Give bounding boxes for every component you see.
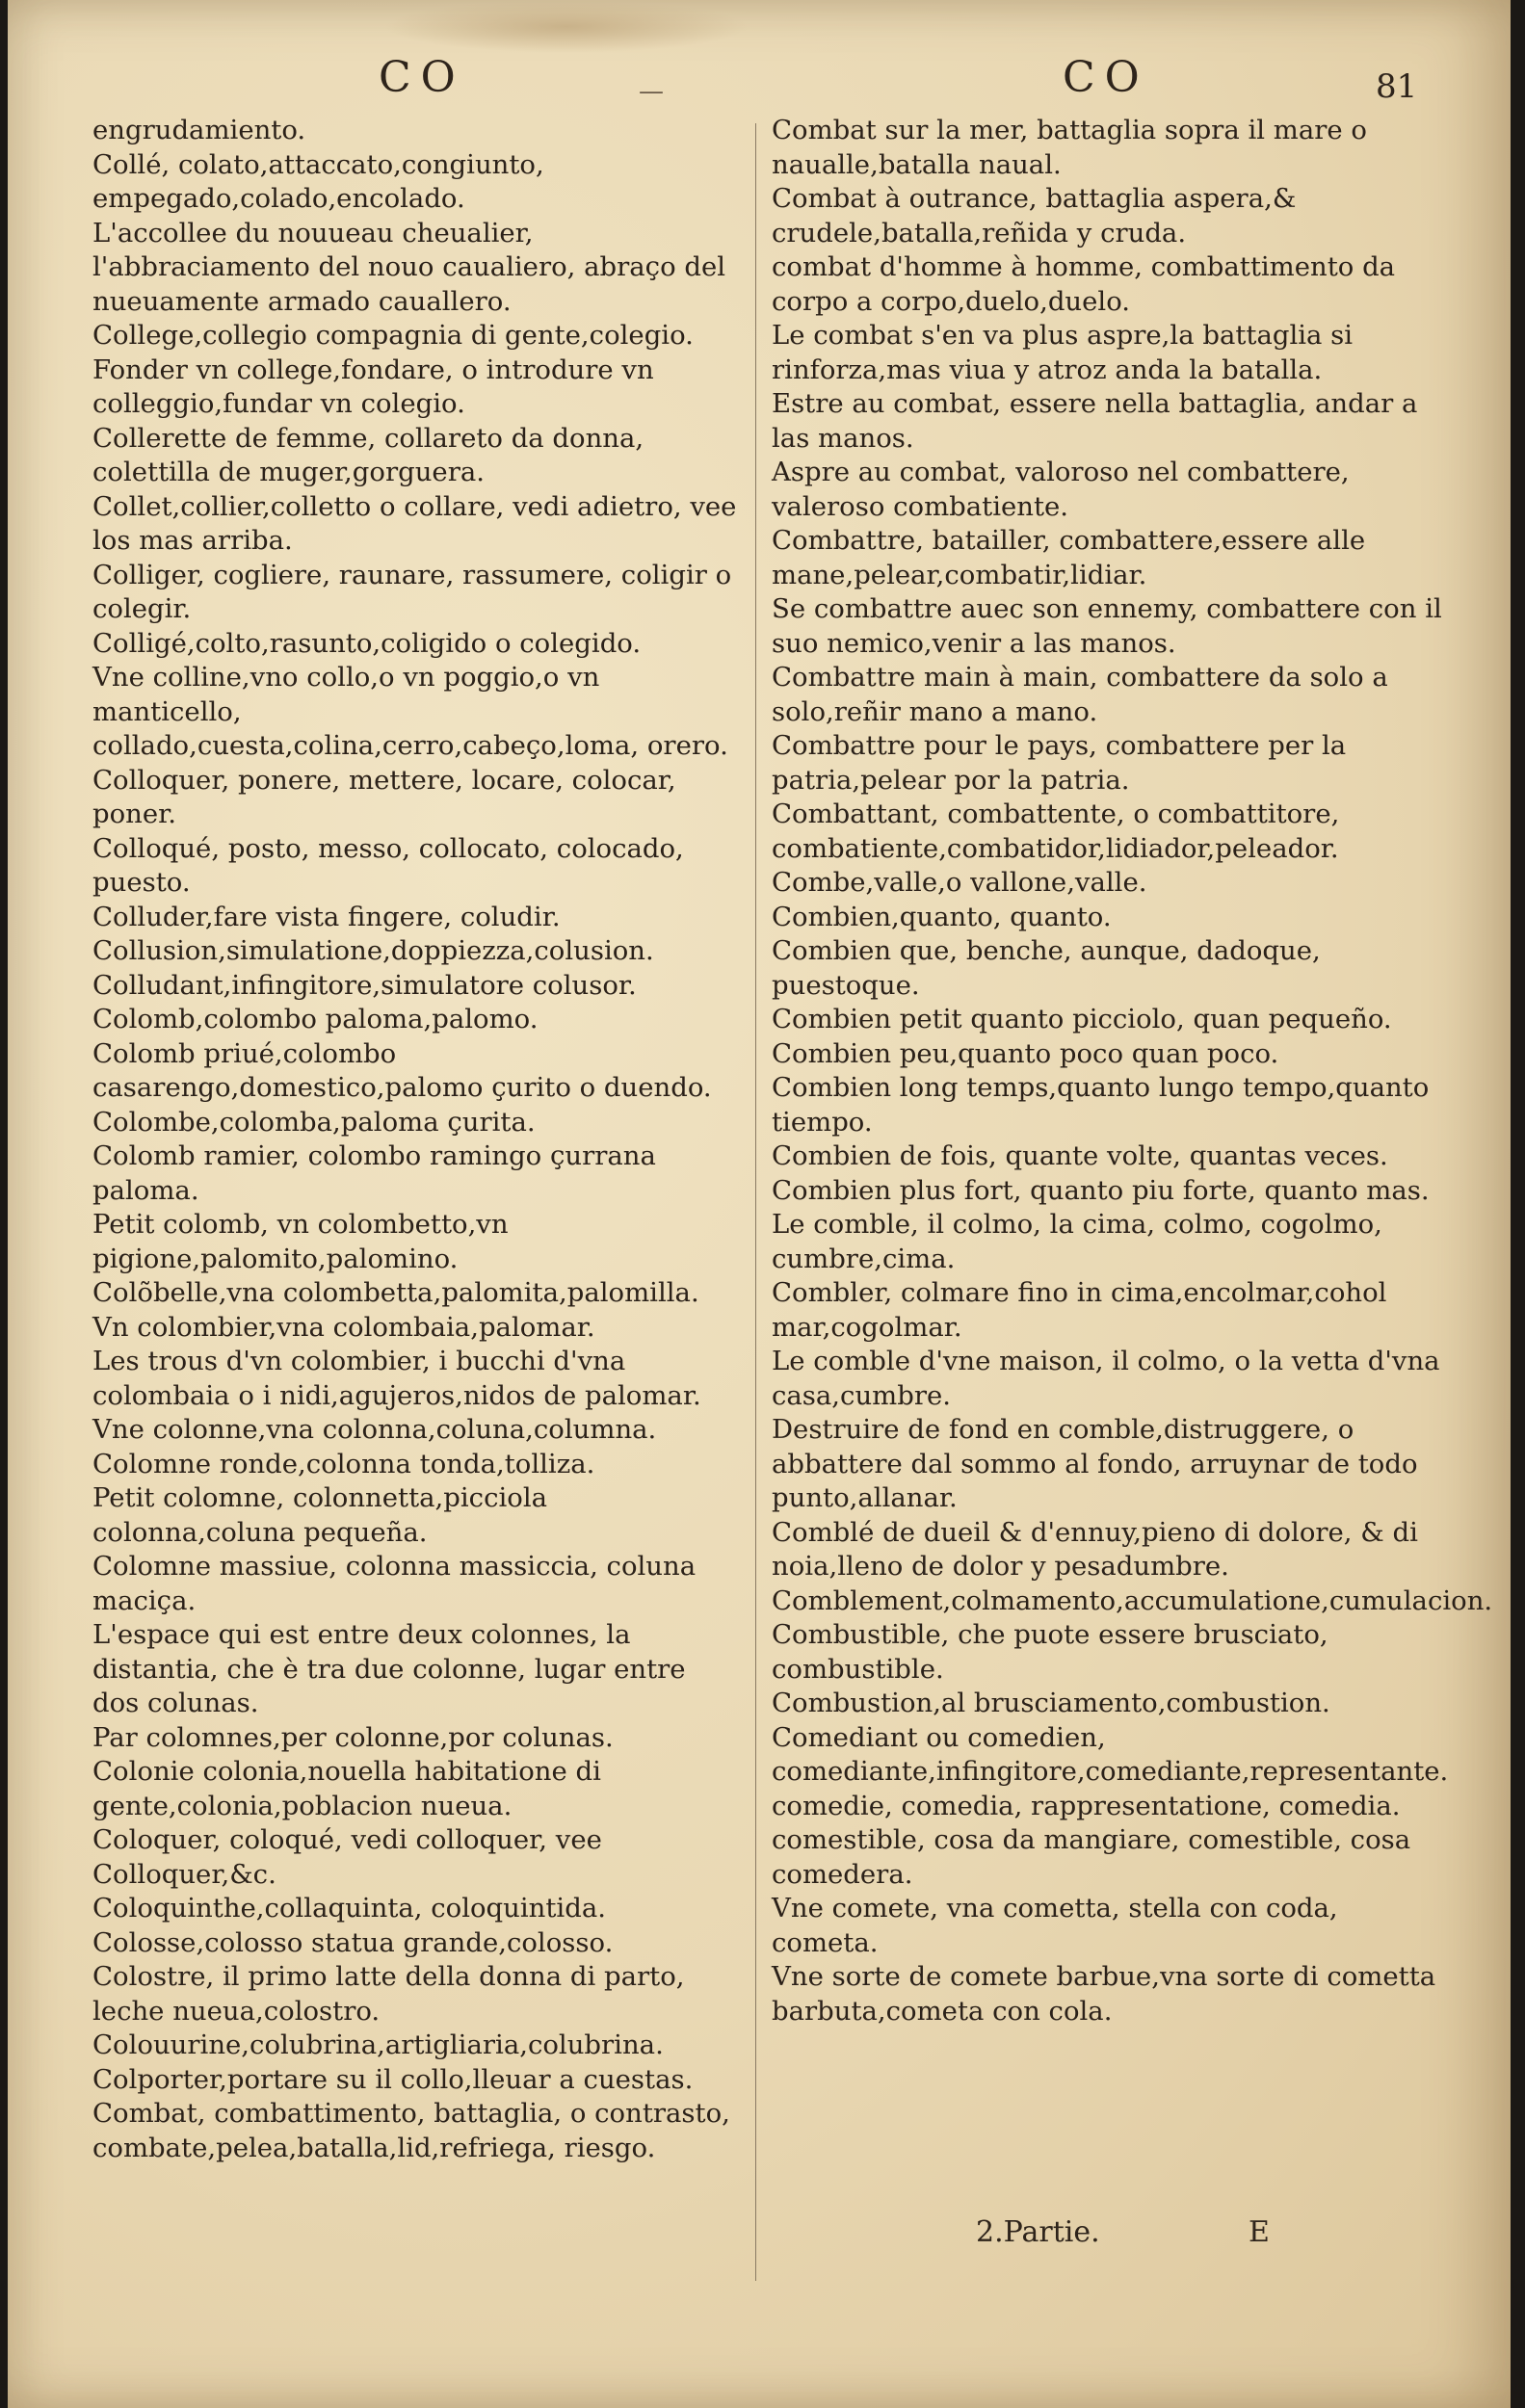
dictionary-entry: Combattant, combattente, o combattitore, combatiente,combatidor,lidiador,peleador. (772, 798, 1340, 864)
dictionary-entry: Vne colonne,vna colonna,coluna,columna. (92, 1414, 657, 1445)
dictionary-entry: Petit colomb, vn colombetto,vn pigione,palomito,palomino. (92, 1209, 509, 1274)
dictionary-entry: Collerette de femme, collareto da donna, colettilla de muger,gorguera. (92, 422, 644, 487)
dictionary-entry: Collet,collier,colletto o collare, vedi adietro, vee los mas arriba. (92, 490, 737, 556)
dictionary-entry: Vne sorte de comete barbue,vna sorte di cometta barbuta,cometa con cola. (772, 1961, 1436, 2027)
dictionary-entry: Colostre, il primo latte della donna di parto, leche nueua,colostro. (92, 1961, 685, 2027)
dictionary-entry: Vne colline,vno collo,o vn poggio,o vn manticello, collado,cuesta,colina,cerro,cabeço,loma, orero. (92, 662, 728, 761)
dictionary-entry: Colombe,colomba,paloma çurita. (92, 1106, 536, 1138)
right-column (772, 114, 1493, 2028)
dictionary-entry: Combien peu,quanto poco quan poco. (772, 1037, 1279, 1069)
dictionary-entry: Vn colombier,vna colombaia,palomar. (92, 1311, 595, 1343)
column-divider (755, 123, 756, 2281)
dictionary-entry: Comediant ou comedien, comediante,infingitore,comediante,representante. (772, 1721, 1449, 1787)
dictionary-entry: Estre au combat, essere nella battaglia, andar a las manos. (772, 388, 1418, 454)
paper-stain (383, 0, 749, 53)
dictionary-entry: Colomne ronde,colonna tonda,tolliza. (92, 1448, 595, 1479)
dictionary-entry: Colõbelle,vna colombetta,palomita,palomilla. (92, 1277, 699, 1308)
dictionary-entry: Comblé de dueil & d'ennuy,pieno di dolore, & di noia,lleno de dolor y pesadumbre. (772, 1516, 1418, 1582)
dictionary-entry: Combat à outrance, battaglia aspera,& crudele,batalla,reñida y cruda. (772, 183, 1297, 249)
running-head-left: CO (379, 53, 465, 102)
dictionary-entry: Le comble d'vne maison, il colmo, o la vetta d'vna casa,cumbre. (772, 1346, 1440, 1411)
header-dash: — (639, 77, 664, 106)
dictionary-entry: Colloquer, ponere, mettere, locare, colocar, poner. (92, 764, 676, 829)
dictionary-entry: Colliger, cogliere, raunare, rassumere, coligir o colegir. (92, 559, 732, 624)
dictionary-entry: Comblement,colmamento,accumulatione,cumulacion. (772, 1584, 1493, 1616)
book-page (8, 0, 1511, 2408)
dictionary-entry: Combat sur la mer, battaglia sopra il mare o naualle,batalla naual. (772, 115, 1367, 180)
dictionary-entry: Colomb,colombo paloma,palomo. (92, 1004, 539, 1034)
dictionary-entry: Combien long temps,quanto lungo tempo,quanto tiempo. (772, 1072, 1430, 1138)
dictionary-entry: Combien plus fort, quanto piu forte, quanto mas. (772, 1174, 1430, 1206)
dictionary-entry: Combien,quanto, quanto. (772, 901, 1112, 932)
dictionary-entry: Combattre, batailler, combattere,essere alle mane,pelear,combatir,lidiar. (772, 525, 1366, 590)
footer-part: 2.Partie. (976, 2215, 1100, 2249)
dictionary-entry: Petit colomne, colonnetta,picciola colonna,coluna pequeña. (92, 1482, 548, 1548)
dictionary-entry: L'accollee du nouueau cheualier, l'abbraciamento del nouo caualiero, abraço del nueuamente armado cauallero. (92, 217, 726, 317)
page-number: 81 (1376, 67, 1418, 106)
dictionary-entry: Par colomnes,per colonne,por colunas. (92, 1721, 614, 1753)
footer-signature: E (1249, 2215, 1270, 2249)
dictionary-entry: Combler, colmare fino in cima,encolmar,cohol mar,cogolmar. (772, 1277, 1387, 1343)
dictionary-entry: engrudamiento. (92, 115, 306, 145)
dictionary-entry: Colosse,colosso statua grande,colosso. (92, 1926, 614, 1958)
dictionary-entry: Colouurine,colubrina,artigliaria,colubrina. (92, 2029, 664, 2060)
dictionary-entry: L'espace qui est entre deux colonnes, la distantia, che è tra due colonne, lugar entre dos colunas. (92, 1619, 686, 1718)
dictionary-entry: Combattre pour le pays, combattere per la patria,pelear por la patria. (772, 730, 1347, 796)
left-column (92, 114, 740, 2165)
dictionary-entry: Vne comete, vna cometta, stella con coda, cometa. (772, 1893, 1338, 1958)
dictionary-entry: Combat, combattimento, battaglia, o contrasto, combate,pelea,batalla,lid,refriega, riesgo. (92, 2098, 730, 2163)
dictionary-entry: Le comble, il colmo, la cima, colmo, cogolmo, cumbre,cima. (772, 1209, 1382, 1274)
dictionary-entry: Les trous d'vn colombier, i bucchi d'vna colombaia o i nidi,agujeros,nidos de palomar. (92, 1346, 701, 1411)
dictionary-entry: comestible, cosa da mangiare, comestible, cosa comedera. (772, 1824, 1411, 1890)
dictionary-entry: Colloqué, posto, messo, collocato, colocado, puesto. (92, 832, 684, 898)
dictionary-entry: Colligé,colto,rasunto,coligido o colegido. (92, 627, 642, 659)
dictionary-entry: Collusion,simulatione,doppiezza,colusion. (92, 935, 654, 966)
dictionary-entry: Colluder,fare vista fingere, coludir. (92, 901, 561, 932)
dictionary-entry: Colludant,infingitore,simulatore colusor. (92, 969, 637, 1001)
dictionary-entry: Combustible, che puote essere brusciato, combustible. (772, 1619, 1328, 1685)
dictionary-entry: Combien petit quanto picciolo, quan pequeño. (772, 1004, 1392, 1034)
dictionary-entry: Combattre main à main, combattere da solo a solo,reñir mano a mano. (772, 662, 1388, 727)
dictionary-entry: Se combattre auec son ennemy, combattere con il suo nemico,venir a las manos. (772, 593, 1442, 659)
dictionary-entry: Combustion,al brusciamento,combustion. (772, 1688, 1330, 1718)
dictionary-entry: Colomb ramier, colombo ramingo çurrana paloma. (92, 1140, 656, 1206)
dictionary-entry: Fonder vn college,fondare, o introdure vn colleggio,fundar vn colegio. (92, 353, 654, 419)
dictionary-entry: Collé, colato,attaccato,congiunto, empegado,colado,encolado. (92, 148, 544, 214)
dictionary-entry: Colomb priué,colombo casarengo,domestico,palomo çurito o duendo. (92, 1037, 712, 1103)
dictionary-entry: Combien que, benche, aunque, dadoque, puestoque. (772, 935, 1321, 1001)
running-head-right: CO (1063, 53, 1149, 102)
dictionary-entry: Colporter,portare su il collo,lleuar a cuestas. (92, 2063, 694, 2095)
dictionary-entry: Combe,valle,o vallone,valle. (772, 867, 1147, 898)
dictionary-entry: Combien de fois, quante volte, quantas veces. (772, 1140, 1388, 1171)
dictionary-entry: College,collegio compagnia di gente,colegio. (92, 320, 694, 351)
dictionary-entry: Coloquer, coloqué, vedi colloquer, vee Colloquer,&c. (92, 1824, 602, 1890)
dictionary-entry: comedie, comedia, rappresentatione, comedia. (772, 1790, 1401, 1821)
dictionary-entry: Destruire de fond en comble,distruggere, o abbattere dal sommo al fondo, arruynar de todo punto,allanar. (772, 1414, 1418, 1513)
dictionary-entry: combat d'homme à homme, combattimento da corpo a corpo,duelo,duelo. (772, 251, 1396, 317)
dictionary-entry: Colonie colonia,nouella habitatione di gente,colonia,poblacion nueua. (92, 1756, 601, 1821)
dictionary-entry: Aspre au combat, valoroso nel combattere, valeroso combatiente. (772, 457, 1350, 522)
dictionary-entry: Le combat s'en va plus aspre,la battaglia si rinforza,mas viua y atroz anda la batalla. (772, 320, 1354, 385)
dictionary-entry: Coloquinthe,collaquinta, coloquintida. (92, 1893, 606, 1924)
dictionary-entry: Colomne massiue, colonna massiccia, coluna maciça. (92, 1551, 697, 1616)
